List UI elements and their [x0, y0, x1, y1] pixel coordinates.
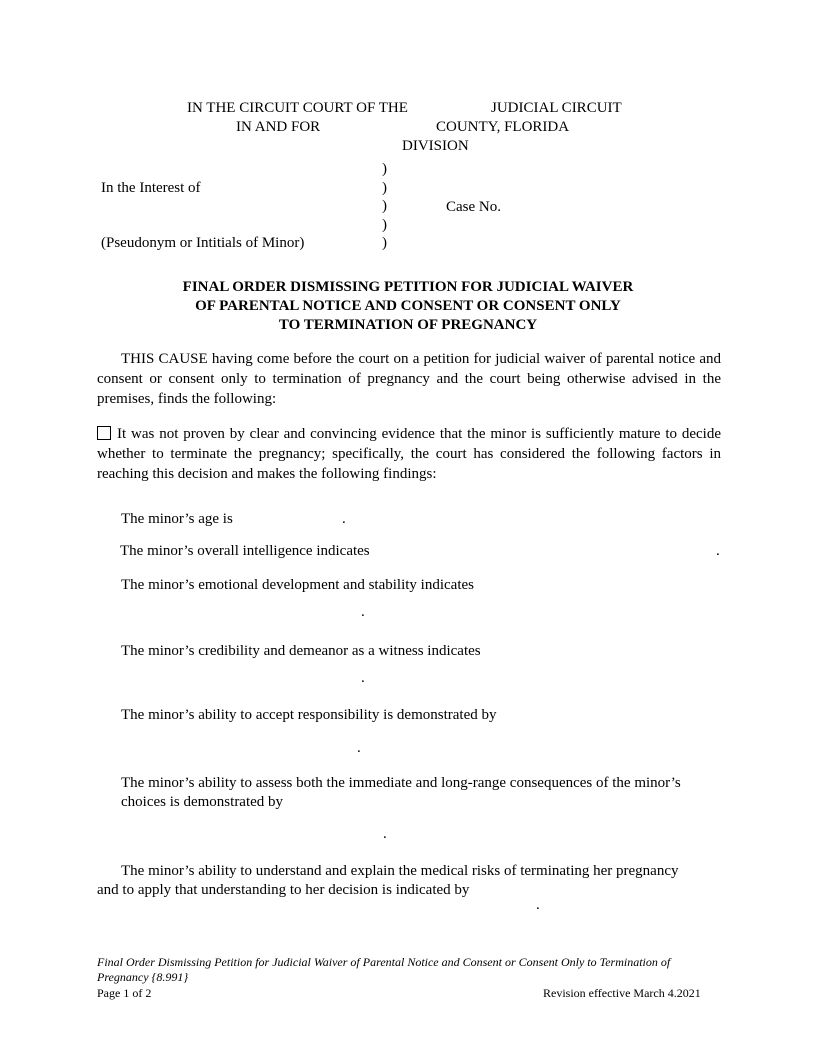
in-and-for-label: IN AND FOR: [236, 119, 321, 135]
maturity-finding-paragraph: [97, 424, 721, 484]
document-title-line3: TO TERMINATION OF PREGNANCY: [278, 317, 538, 333]
document-title-line2: OF PARENTAL NOTICE AND CONSENT OR CONSENT ONLY: [195, 298, 621, 314]
not-mature-checkbox[interactable]: [97, 426, 111, 440]
consequences-finding-line1: The minor’s ability to assess both the immediate and long-range consequences of the minor’s: [121, 775, 681, 791]
age-finding-period: .: [342, 511, 346, 527]
caption-paren: ): [382, 180, 387, 196]
caption-paren: ): [382, 235, 387, 251]
medical-finding-line1: The minor’s ability to understand and explain the medical risks of terminating her pregnancy: [121, 863, 679, 879]
caption-paren: ): [382, 217, 387, 233]
consequences-finding-period: .: [383, 826, 387, 842]
county-florida-label: COUNTY, FLORIDA: [436, 119, 570, 135]
medical-finding-line2: and to apply that understanding to her decision is indicated by: [97, 882, 470, 898]
consequences-finding-line2: choices is demonstrated by: [121, 794, 284, 810]
intelligence-finding-period: .: [716, 543, 720, 559]
intelligence-finding-label: The minor’s overall intelligence indicates: [120, 543, 370, 559]
case-number-label: Case No.: [446, 199, 501, 215]
footer-form-title: Final Order Dismissing Petition for Judicial Waiver of Parental Notice and Consent or Consent Only to Termination of Pregnancy {8.991}: [97, 955, 671, 984]
intro-paragraph: THIS CAUSE having come before the court on a petition for judicial waiver of parental notice and consent or consent only to termination of pregnancy and the court being otherwise advised in the premises, finds the following:: [97, 351, 721, 407]
pseudonym-label: (Pseudonym or Intitials of Minor): [101, 235, 305, 251]
emotional-finding-label: The minor’s emotional development and stability indicates: [121, 577, 474, 593]
in-interest-of-label: In the Interest of: [101, 180, 201, 196]
responsibility-finding-period: .: [357, 740, 361, 756]
footer-page-number: Page 1 of 2: [97, 986, 152, 1000]
division-label: DIVISION: [402, 138, 469, 154]
document-title-line1: FINAL ORDER DISMISSING PETITION FOR JUDICIAL WAIVER: [182, 279, 634, 295]
caption-paren: ): [382, 198, 387, 214]
responsibility-finding-label: The minor’s ability to accept responsibility is demonstrated by: [121, 707, 497, 723]
emotional-finding-period: .: [361, 604, 365, 620]
caption-paren: ): [382, 161, 387, 177]
maturity-finding-text: It was not proven by clear and convincing evidence that the minor is sufficiently mature to decide whether to terminate the pregnancy; specifically, the court has considered the following factors in reaching this decision and makes the following findings:: [97, 426, 721, 482]
footer-revision-date: Revision effective March 4.2021: [543, 986, 701, 1000]
age-finding-label: The minor’s age is: [121, 511, 233, 527]
court-heading: IN THE CIRCUIT COURT OF THE: [187, 100, 408, 116]
judicial-circuit-label: JUDICIAL CIRCUIT: [491, 100, 622, 116]
medical-finding-period: .: [536, 897, 540, 913]
credibility-finding-label: The minor’s credibility and demeanor as a witness indicates: [121, 643, 481, 659]
credibility-finding-period: .: [361, 670, 365, 686]
